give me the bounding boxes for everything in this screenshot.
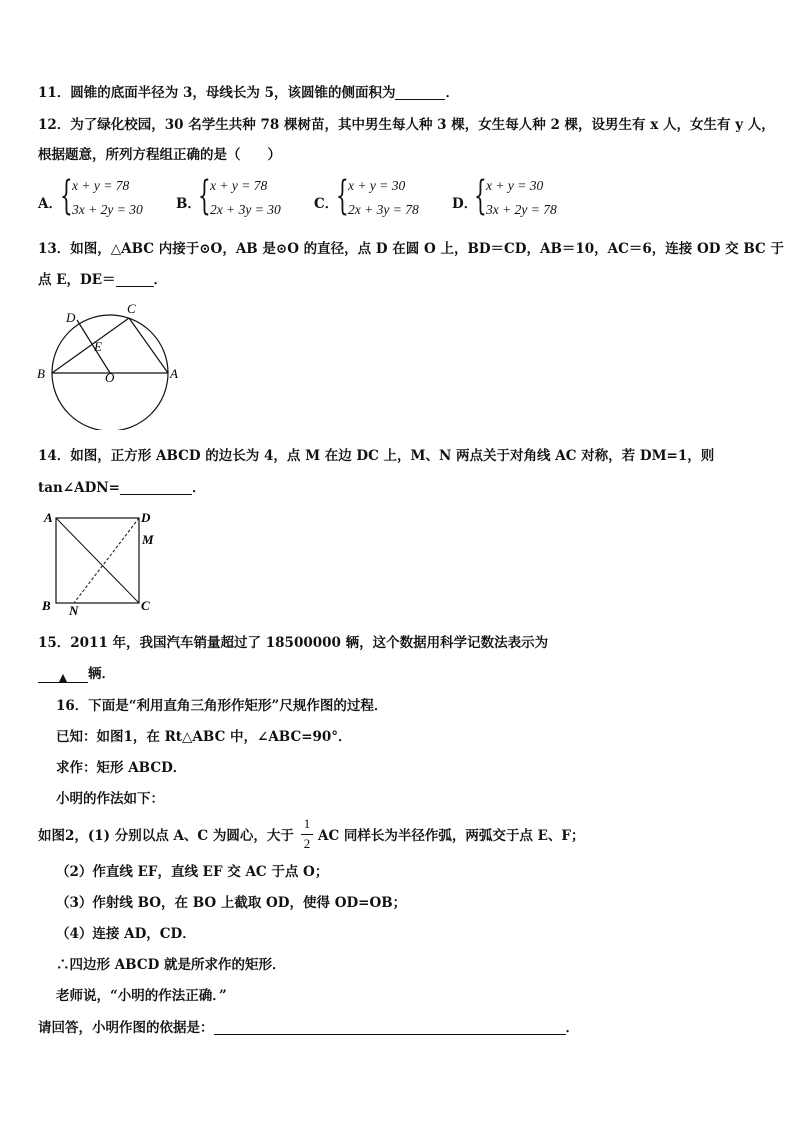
q16-end: ． (565, 1020, 579, 1036)
q13-circle-figure (30, 298, 190, 430)
label-b: B (37, 366, 45, 381)
option-a-eq2: 3x + 2y = 30 (72, 202, 143, 217)
label-b: B (42, 598, 51, 613)
q16-teacher: 老师说，“小明的作法正确．” (56, 988, 227, 1004)
q12-line1: 12．为了绿化校园，30 名学生共种 78 棵树苗，其中男生每人种 3 棵，女生每人种 2 棵，设男生有 x 人，女生有 y 人， (38, 117, 775, 133)
q16-answer-blank[interactable] (214, 1020, 566, 1035)
q16-ask: 求作：矩形 ABCD． (56, 760, 187, 776)
q14-text: tan∠ADN= (38, 480, 120, 496)
option-b-eq2: 2x + 3y = 30 (210, 202, 281, 217)
option-d-letter[interactable]: D． (452, 196, 478, 212)
q13-text: 点 E，DE＝ (38, 272, 116, 288)
q13-end: ． (153, 272, 167, 288)
q16-step3: （3）作射线 BO，在 BO 上截取 OD，使得 OD=OB； (56, 895, 407, 911)
q16-step4: （4）连接 AD，CD． (56, 926, 196, 942)
q15-end: 辆． (88, 666, 115, 682)
label-c: C (127, 301, 136, 316)
q11-text: 11．圆锥的底面半径为 3，母线长为 5，该圆锥的侧面积为 (38, 85, 396, 101)
q12-line2: 根据题意，所列方程组正确的是（ ） (38, 147, 281, 163)
label-c: C (141, 598, 150, 613)
option-c-eq1: x + y = 30 (348, 178, 406, 193)
segment-dn (74, 518, 139, 603)
option-d-eq1: x + y = 30 (486, 178, 544, 193)
q15-line2 (38, 665, 115, 683)
label-m: M (142, 532, 154, 547)
q16-step1-b: AC 同样长为半径作弧，两弧交于点 E、F； (318, 828, 585, 844)
label-a: A (170, 366, 178, 381)
option-b-letter[interactable]: B． (176, 196, 201, 212)
q13-line1: 13．如图，△ABC 内接于⊙O，AB 是⊙O 的直径，点 D 在圆 O 上，BD＝CD，AB＝10，AC＝6，连接 OD 交 BC 于 (38, 241, 784, 257)
option-d-eq2: 3x + 2y = 78 (486, 202, 557, 217)
q16-question: 请回答，小明作图的依据是： (38, 1020, 214, 1036)
option-d-brace: { (474, 173, 487, 219)
label-a: A (44, 510, 53, 525)
chord-bc (52, 318, 129, 373)
q14-square-figure (36, 506, 166, 618)
q16-known: 已知：如图1，在 Rt△ABC 中，∠ABC=90°． (56, 729, 352, 745)
q11-line (38, 84, 459, 102)
fraction-numerator: 1 (303, 816, 311, 831)
option-b-eq1: x + y = 78 (210, 178, 268, 193)
q15-line1: 15．2011 年，我国汽车销量超过了 18500000 辆，这个数据用科学记数法表示为 (38, 635, 549, 651)
q16-title: 16．下面是“利用直角三角形作矩形”尺规作图的过程． (56, 698, 388, 714)
option-a-brace: { (60, 173, 73, 219)
q16-method: 小明的作法如下： (56, 791, 164, 807)
q11-end: ． (445, 85, 459, 101)
option-c-letter[interactable]: C． (314, 196, 339, 212)
q14-line2 (38, 479, 205, 497)
q14-end: ． (191, 480, 206, 496)
fraction-bar (301, 834, 313, 835)
q13-line2 (38, 271, 167, 289)
q13-answer-blank[interactable] (116, 272, 154, 287)
option-c-brace: { (336, 173, 349, 219)
option-c-eq2: 2x + 3y = 78 (348, 202, 419, 217)
q16-conclusion: ∴四边形 ABCD 就是所求作的矩形． (56, 957, 286, 973)
diagonal-ac (56, 518, 139, 603)
q14-line1: 14．如图，正方形 ABCD 的边长为 4，点 M 在边 DC 上，M、N 两点关于对角线 AC 对称，若 DM=1，则 (38, 448, 715, 464)
q16-step1-a: 如图2，(1) 分别以点 A、C 为圆心，大于 (38, 828, 294, 844)
chord-ca (129, 318, 168, 373)
label-o: O (105, 370, 115, 385)
label-d: D (141, 510, 151, 525)
option-a-letter[interactable]: A． (38, 196, 62, 212)
q15-answer-blank[interactable] (38, 668, 88, 683)
fraction-denominator: 2 (303, 836, 311, 851)
triangle-marker-icon: ▲ (58, 671, 68, 684)
label-n: N (69, 603, 79, 618)
q16-step2: （2）作直线 EF，直线 EF 交 AC 于点 O； (56, 864, 329, 880)
label-e: E (94, 339, 102, 354)
q16-question-line (38, 1019, 579, 1037)
label-d: D (66, 310, 76, 325)
q11-answer-blank[interactable] (395, 85, 445, 100)
option-b-brace: { (198, 173, 211, 219)
q14-answer-blank[interactable] (120, 480, 192, 495)
option-a-eq1: x + y = 78 (72, 178, 130, 193)
